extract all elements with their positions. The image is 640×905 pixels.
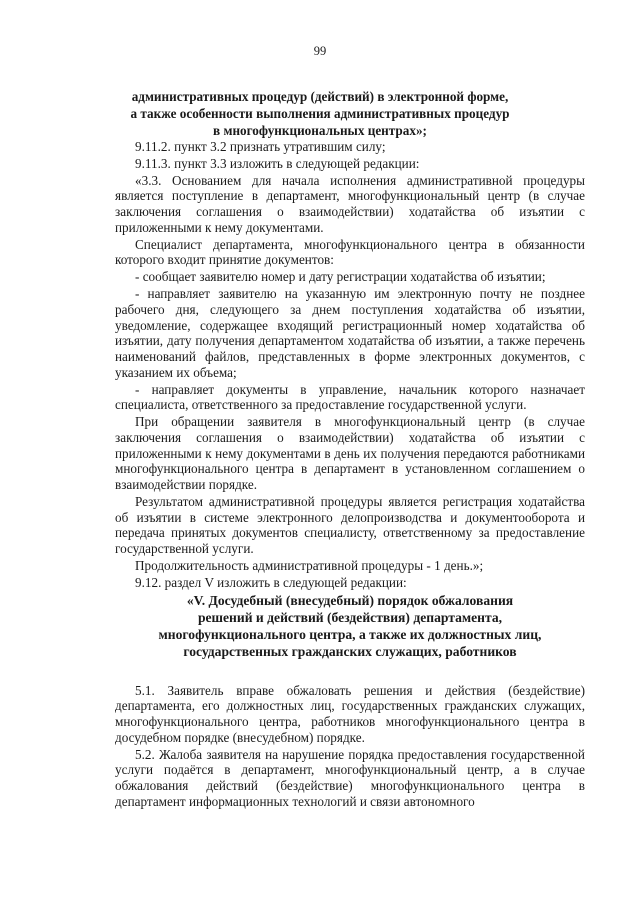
document-body (115, 139, 585, 811)
paragraph: «3.3. Основанием для начала исполнения административной процедуры является поступление в департамент, многофункциональный центр (в случае заключения соглашения о взаимодействии) ходатайства об изъятии с приложенными к нему документами. (115, 172, 585, 235)
section-v-heading (115, 592, 585, 661)
heading-line: а также особенности выполнения административных процедур (130, 106, 510, 121)
section-heading-line: «V. Досудебный (внесудебный) порядок обжалования (186, 592, 514, 608)
paragraph: 5.1. Заявитель вправе обжаловать решения и действия (бездействие) департамента, его должностных лиц, государственных гражданских служащих, многофункционального центра, работников многофункционального центра в досудебном порядке (внесудебном) порядке. (115, 682, 585, 745)
paragraph: 9.12. раздел V изложить в следующей редакции: (135, 574, 407, 590)
list-item: - направляет документы в управление, начальник которого назначает специалиста, ответственного за предоставление государственной услуги. (115, 381, 585, 413)
paragraph: Специалист департамента, многофункционального центра в обязанности которого входит принятие документов: (115, 236, 585, 268)
paragraph: 5.2. Жалоба заявителя на нарушение порядка предоставления государственной услуги подаётся в департамент, многофункциональный центр, а в случае обжалования действий (бездействие) многофункционального центра в департамент информационных технологий и связи автономного (115, 746, 585, 809)
section-heading-continuation (0, 88, 640, 139)
paragraph: 9.11.3. пункт 3.3 изложить в следующей редакции: (135, 155, 420, 171)
paragraph: При обращении заявителя в многофункциональный центр (в случае заключения соглашения о взаимодействии) ходатайства об изъятии с приложенными к нему документами в день их получения передаются работниками многофункционального центра в департамент в установленном соглашением о взаимодействии порядке. (115, 414, 585, 493)
section-heading-line: решений и действий (бездействия) департамента, (197, 609, 503, 625)
paragraph: 9.11.2. пункт 3.2 признать утратившим силу; (135, 139, 386, 154)
section-heading-line: многофункционального центра, а также их должностных лиц, (158, 627, 542, 643)
page-number: 99 (313, 44, 327, 58)
paragraph: Результатом административной процедуры является регистрация ходатайства об изъятии в системе электронного делопроизводства и документооборота и передача принятых документов специалисту, ответственному за предоставление государственной услуги. (115, 493, 585, 557)
heading-line: административных процедур (действий) в электронной форме, (131, 89, 509, 104)
section-heading-line: государственных гражданских служащих, работников (183, 644, 517, 660)
paragraph: Продолжительность административной процедуры - 1 день.»; (135, 557, 484, 573)
heading-line: в многофункциональных центрах»; (213, 123, 427, 138)
list-item: - сообщает заявителю номер и дату регистрации ходатайства об изъятии; (135, 269, 546, 285)
list-item: - направляет заявителю на указанную им электронную почту не позднее рабочего дня, следующего за днем поступления ходатайства об изъятии, уведомление, содержащее входящий регистрационный номер ходатайства об изъятии, дату получения департаментом ходатайства об изъятии, а также перечень наименований файлов, представленных в форме электронных документов, с указанием их объема; (115, 286, 585, 380)
